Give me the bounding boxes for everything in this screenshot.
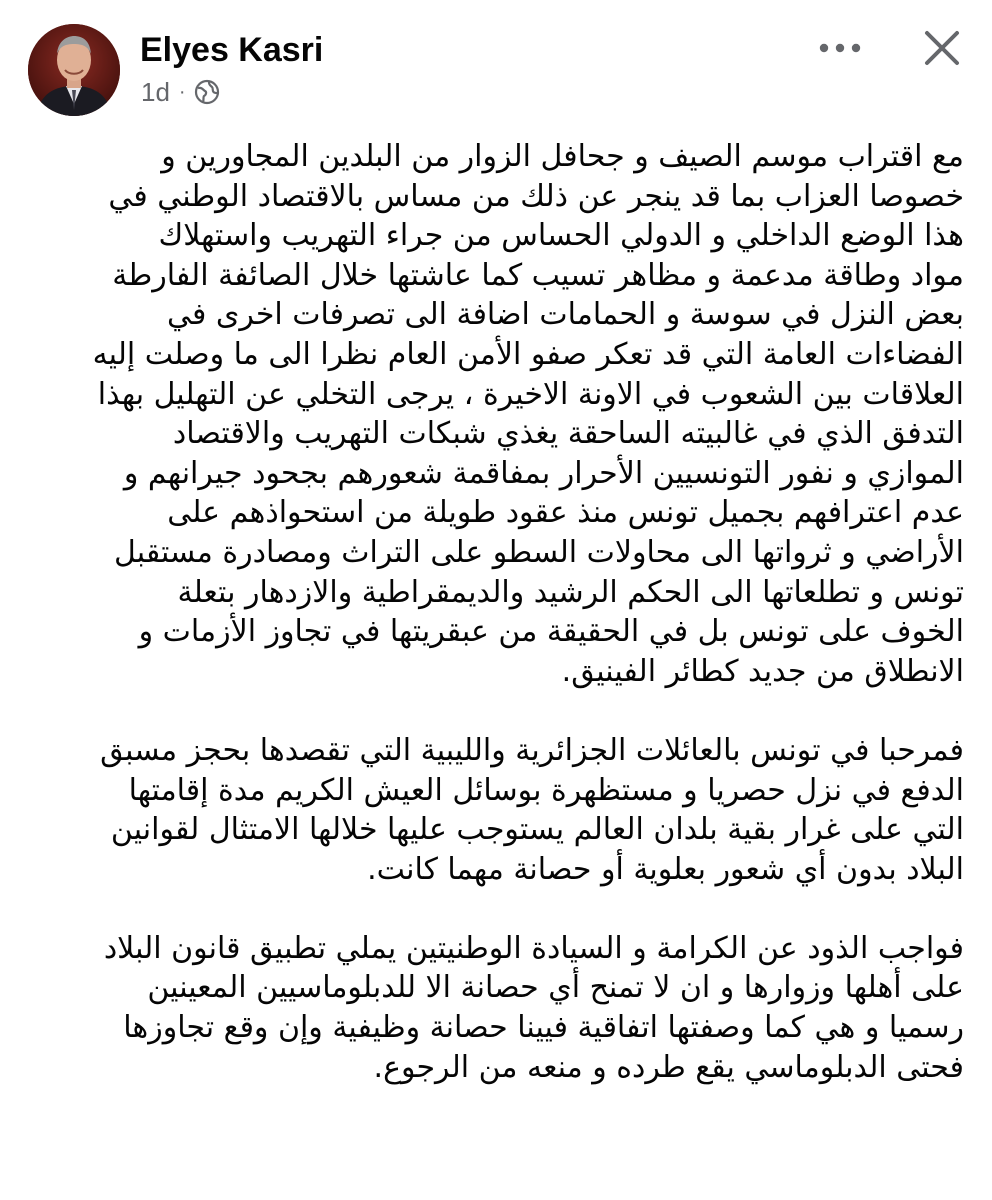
text-line: تونس و تطلعاتها الى الحكم الرشيد والديمقراطية والازدهار بتعلة [177, 574, 964, 610]
text-line: العلاقات بين الشعوب في الاونة الاخيرة ، يرجى التخلي عن التهليل بهذا [97, 376, 964, 412]
text-line: الأراضي و ثرواتها الى محاولات السطو على التراث ومصادرة مستقبل [114, 534, 964, 570]
close-button[interactable] [916, 22, 968, 74]
text-line: بعض النزل في سوسة و الحمامات اضافة الى تصرفات اخرى في [166, 297, 964, 333]
author-avatar[interactable] [28, 24, 120, 116]
post-text [30, 137, 964, 1087]
paragraph-3 [30, 929, 964, 1087]
text-line: التدفق الذي في غالبيته الساحقة يغذي شبكات التهريب والاقتصاد [172, 416, 964, 452]
text-line: البلاد بدون أي شعور بعلوية أو حصانة مهما كانت. [367, 851, 964, 887]
text-line: مع اقتراب موسم الصيف و جحافل الزوار من البلدين المجاورين و [161, 139, 964, 174]
text-line: التي على غرار بقية بلدان العالم يستوجب عليها خلالها الامتثال لقوانين [110, 812, 964, 848]
author-name[interactable]: Elyes Kasri [140, 31, 324, 69]
text-line: الموازي و نفور التونسيين الأحرار بمفاقمة شعورهم بجحود جيرانهم و [123, 455, 964, 491]
text-line: فحتى الدبلوماسي يقع طرده و منعه من الرجوع. [373, 1049, 964, 1085]
profile-photo-icon [28, 24, 120, 116]
meta-separator: · [178, 81, 186, 103]
more-horizontal-icon [819, 43, 861, 53]
text-line: الدفع في نزل حصريا و مستظهرة بوسائل العيش الكريم مدة إقامتها [128, 772, 964, 808]
text-line: خصوصا العزاب بما قد ينجر عن ذلك من مساس بالاقتصاد الوطني في [108, 178, 964, 214]
post-timestamp[interactable]: 1d [141, 76, 170, 107]
paragraph-2 [30, 731, 964, 889]
more-options-button[interactable] [816, 32, 864, 64]
globe-icon[interactable] [194, 79, 220, 105]
text-line: فمرحبا في تونس بالعائلات الجزائرية والليبية التي تقصدها بحجز مسبق [100, 732, 964, 768]
text-line: على أهلها وزوارها و ان لا تمنح أي حصانة الا للدبلوماسيين المعينين [147, 970, 964, 1006]
paragraph-1 [30, 137, 964, 691]
text-line: الفضاءات العامة التي قد تعكر صفو الأمن العام نظرا الى ما وصلت إليه [92, 336, 964, 372]
text-line: الخوف على تونس بل في الحقيقة من عبقريتها في تجاوز الأزمات و [138, 614, 964, 650]
text-line: الانطلاق من جديد كطائر الفينيق. [561, 653, 964, 689]
text-line: رسميا و هي كما وصفتها اتفاقية فيينا حصانة وظيفية وإن وقع تجاوزها [123, 1010, 964, 1046]
text-line: فواجب الذود عن الكرامة و السيادة الوطنيتين يملي تطبيق قانون البلاد [103, 930, 964, 966]
post-header [0, 0, 992, 130]
text-line: هذا الوضع الداخلي و الدولي الحساس من جراء التهريب واستهلاك [158, 218, 964, 254]
text-line: مواد وطاقة مدعمة و مظاهر تسيب كما عاشتها خلال الصائفة الفارطة [112, 257, 964, 293]
text-line: عدم اعترافهم بجميل تونس منذ عقود طويلة من استحواذهم على [167, 495, 964, 531]
post-meta [141, 76, 220, 108]
close-icon [924, 30, 960, 66]
